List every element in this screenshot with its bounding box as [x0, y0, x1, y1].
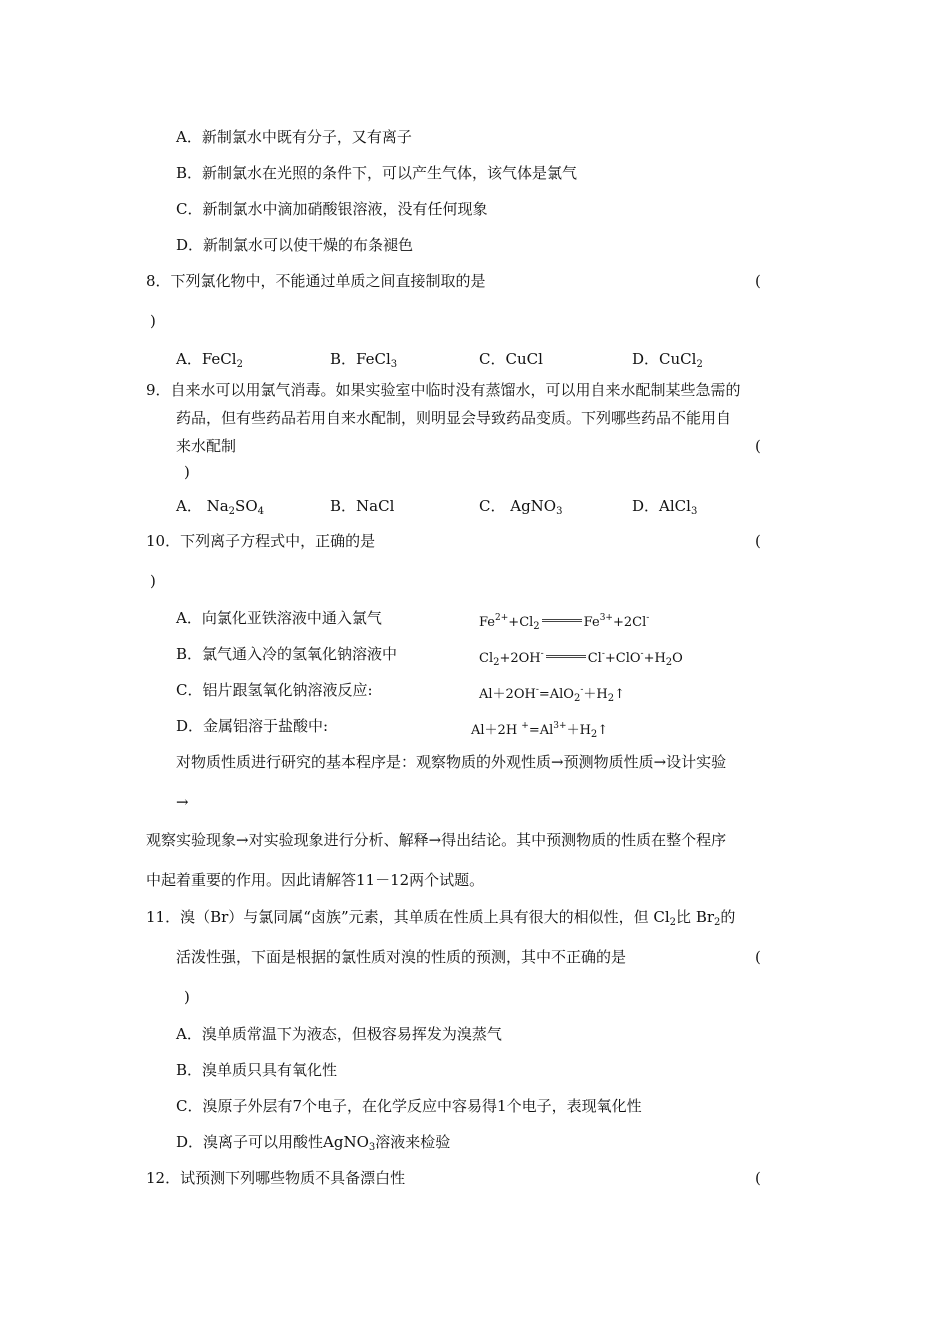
q11-stem-line1: 11．溴（Br）与氯同属“卤族”元素，其单质在性质上具有很大的相似性，但 $Cl_2$比 $Br_2$的	[146, 908, 736, 928]
intro-line4: 中起着重要的作用。因此请解答11－12两个试题。	[146, 871, 485, 889]
q7-option-a: A．新制氯水中既有分子，又有离子	[176, 128, 412, 146]
q10-option-c-equation: $Al+2OH^-=AlO_2^-+H_2↑$	[479, 685, 626, 704]
q12-stem: 12．试预测下列哪些物质不具备漂白性	[146, 1169, 406, 1187]
q10-option-d-text: D．金属铝溶于盐酸中:	[176, 717, 329, 735]
q8-option-c: C．CuCl	[479, 350, 543, 368]
q10-paren-open: (	[755, 532, 761, 550]
q8-option-b: B．FeCl$_3$	[330, 350, 398, 370]
q10-option-a-equation: $Fe^{2+}+Cl_2$ $Fe^{3+}+2Cl^-$	[479, 613, 650, 632]
q8-option-a: A．FeCl$_2$	[176, 350, 243, 370]
q10-option-b-text: B．氯气通入冷的氢氧化钠溶液中	[176, 645, 398, 663]
q9-paren-close: )	[184, 463, 190, 481]
intro-line2: →	[176, 793, 189, 811]
q8-option-d: D．CuCl$_2$	[632, 350, 703, 370]
q12-paren-open: (	[755, 1169, 761, 1187]
q11-paren-close: )	[184, 988, 190, 1006]
q9-stem-line2: 药品，但有些药品若用自来水配制，则明显会导致药品变质。下列哪些药品不能用自	[176, 409, 732, 427]
q11-option-d: D．溴离子可以用酸性AgNO$_3$溶液来检验	[176, 1133, 451, 1153]
q11-paren-open: (	[755, 948, 761, 966]
q10-paren-close: )	[150, 572, 156, 590]
q9-option-a: A． $Na_2SO_4$	[176, 497, 264, 517]
q9-option-b: B．NaCl	[330, 497, 395, 515]
q11-option-a: A．溴单质常温下为液态，但极容易挥发为溴蒸气	[176, 1025, 502, 1043]
q10-option-b-equation: $Cl_2+2OH^-$ $Cl^-+ClO^-+H_2O$	[479, 649, 683, 668]
q7-option-b: B．新制氯水在光照的条件下，可以产生气体，该气体是氯气	[176, 164, 578, 182]
q9-stem-line1: 9．自来水可以用氯气消毒。如果实验室中临时没有蒸馏水，可以用自来水配制某些急需的	[146, 381, 741, 399]
q9-option-d: D．AlCl$_3$	[632, 497, 698, 517]
intro-line3: 观察实验现象→对实验现象进行分析、解释→得出结论。其中预测物质的性质在整个程序	[146, 831, 727, 849]
q11-option-c: C．溴原子外层有7个电子，在化学反应中容易得1个电子，表现氧化性	[176, 1097, 642, 1115]
q10-option-d-equation: Al＋2H $^+=Al^{3+}+H_2↑$	[471, 721, 609, 740]
q8-paren-open: (	[755, 272, 761, 290]
q9-option-c: C． AgNO$_3$	[479, 497, 563, 517]
q7-option-d: D．新制氯水可以使干燥的布条褪色	[176, 236, 414, 254]
q8-stem: 8．下列氯化物中，不能通过单质之间直接制取的是	[146, 272, 486, 290]
q7-option-c: C．新制氯水中滴加硝酸银溶液，没有任何现象	[176, 200, 488, 218]
q10-option-c-text: C．铝片跟氢氧化钠溶液反应:	[176, 681, 373, 699]
q9-paren-open: (	[755, 437, 761, 455]
q11-stem-line2: 活泼性强，下面是根据的氯性质对溴的性质的预测，其中不正确的是	[176, 948, 627, 966]
intro-line1: 对物质性质进行研究的基本程序是：观察物质的外观性质→预测物质性质→设计实验	[176, 753, 727, 771]
q8-paren-close: )	[150, 312, 156, 330]
q9-stem-line3: 来水配制	[176, 437, 237, 455]
q10-option-a-text: A．向氯化亚铁溶液中通入氯气	[176, 609, 382, 627]
q11-option-b: B．溴单质只具有氧化性	[176, 1061, 338, 1079]
q10-stem: 10．下列离子方程式中，正确的是	[146, 532, 376, 550]
